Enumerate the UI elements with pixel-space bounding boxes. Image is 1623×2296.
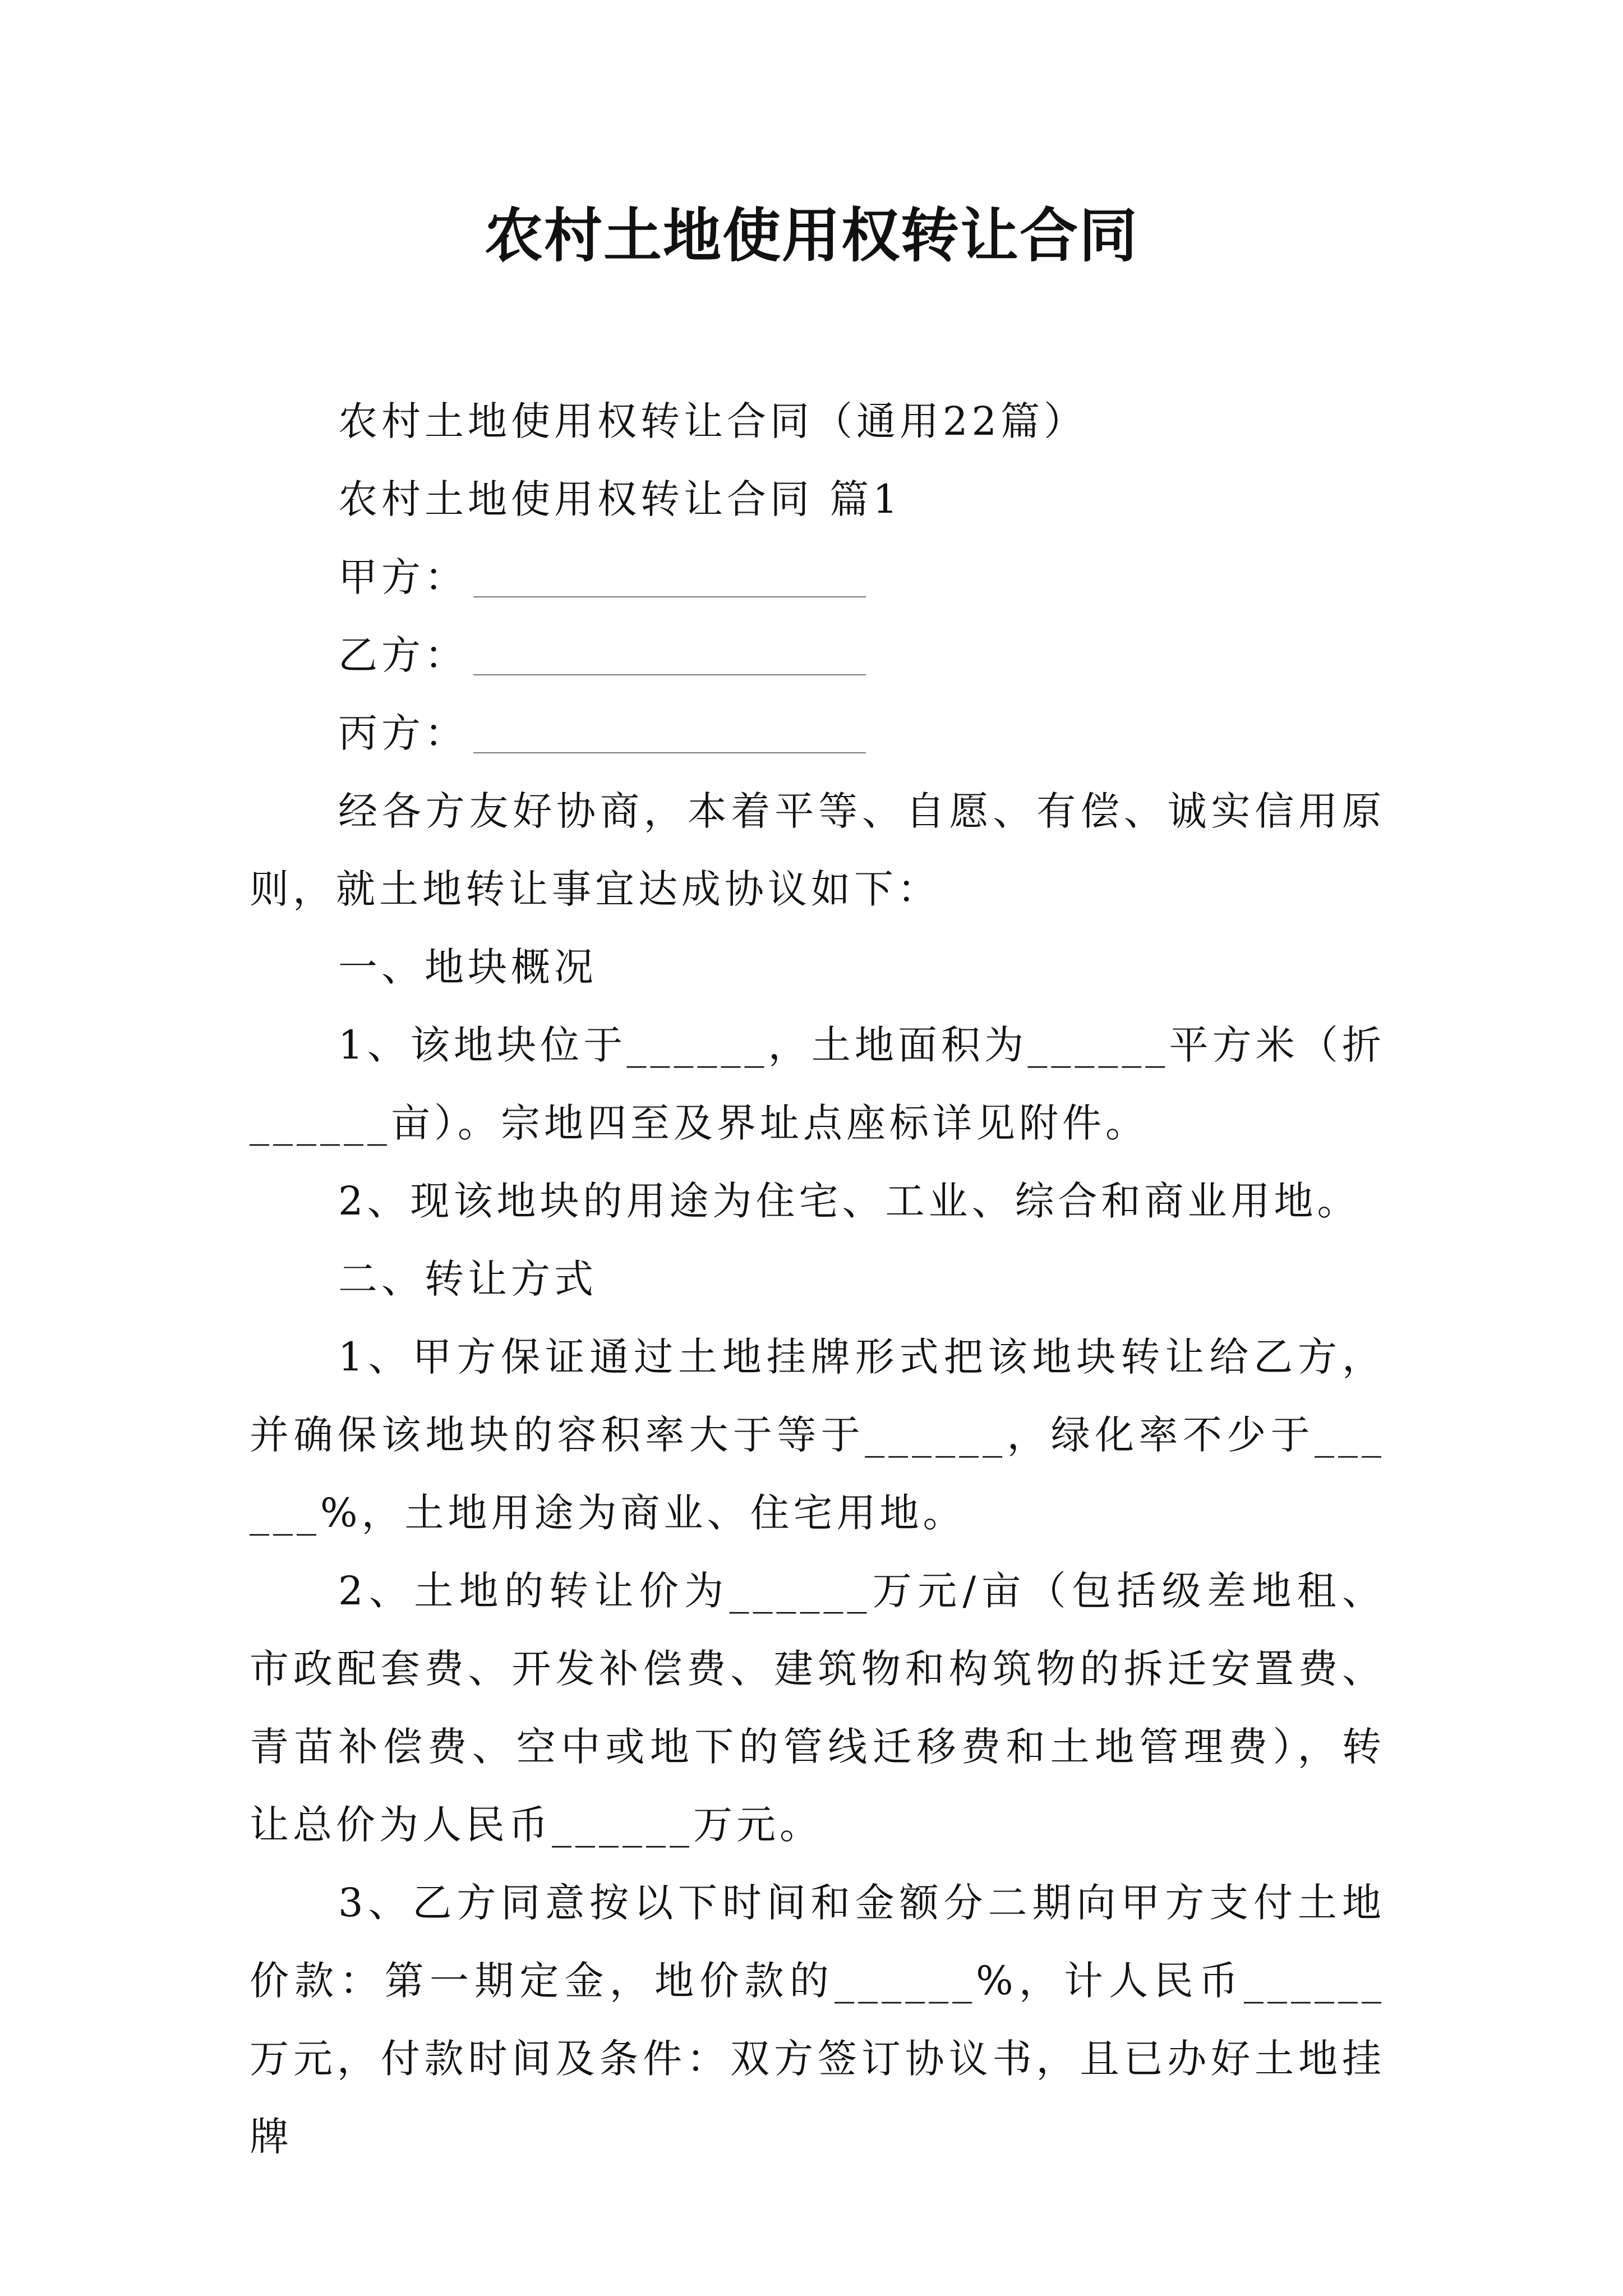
clause-1-2: 2、现该地块的用途为住宅、工业、综合和商业用地。 xyxy=(338,1178,1361,1224)
party-c-blank xyxy=(473,752,866,753)
document-subtitle: 农村土地使用权转让合同（通用22篇） xyxy=(338,398,1087,444)
chapter-heading: 农村土地使用权转让合同 篇1 xyxy=(338,476,902,522)
clause-1-1: 1、该地块位于______，土地面积为______平方米（折______亩）。宗地四至及界址点座标详见附件。 xyxy=(250,1022,1385,1146)
clause-2-3: 3、乙方同意按以下时间和金额分二期向甲方支付土地价款：第一期定金，地价款的______%，计人民币______万元，付款时间及条件：双方签订协议书，且已办好土地挂牌 xyxy=(250,1880,1385,2160)
party-b-field xyxy=(250,616,1385,694)
party-a-blank xyxy=(473,596,866,597)
party-a-label: 甲方： xyxy=(338,554,468,600)
party-c-label: 丙方： xyxy=(338,710,468,756)
clause-2-1: 1、甲方保证通过土地挂牌形式把该地块转让给乙方，并确保该地块的容积率大于等于______，绿化率不少于______%，土地用途为商业、住宅用地。 xyxy=(250,1334,1385,1536)
document-body xyxy=(250,383,1385,2176)
document-title: 农村土地使用权转让合同 xyxy=(484,201,1138,270)
section-heading-2: 二、转让方式 xyxy=(338,1256,597,1302)
section-heading-1: 一、地块概况 xyxy=(338,944,597,990)
preamble-paragraph: 经各方友好协商，本着平等、自愿、有偿、诚实信用原则，就土地转让事宜达成协议如下： xyxy=(250,788,1385,912)
party-b-blank xyxy=(473,674,866,675)
party-a-field xyxy=(250,539,1385,616)
party-c-field xyxy=(250,694,1385,772)
clause-2-2: 2、土地的转让价为______万元/亩（包括级差地租、市政配套费、开发补偿费、建筑物和构筑物的拆迁安置费、青苗补偿费、空中或地下的管线迁移费和土地管理费），转让总价为人民币______万元。 xyxy=(250,1568,1385,1848)
party-b-label: 乙方： xyxy=(338,632,468,678)
